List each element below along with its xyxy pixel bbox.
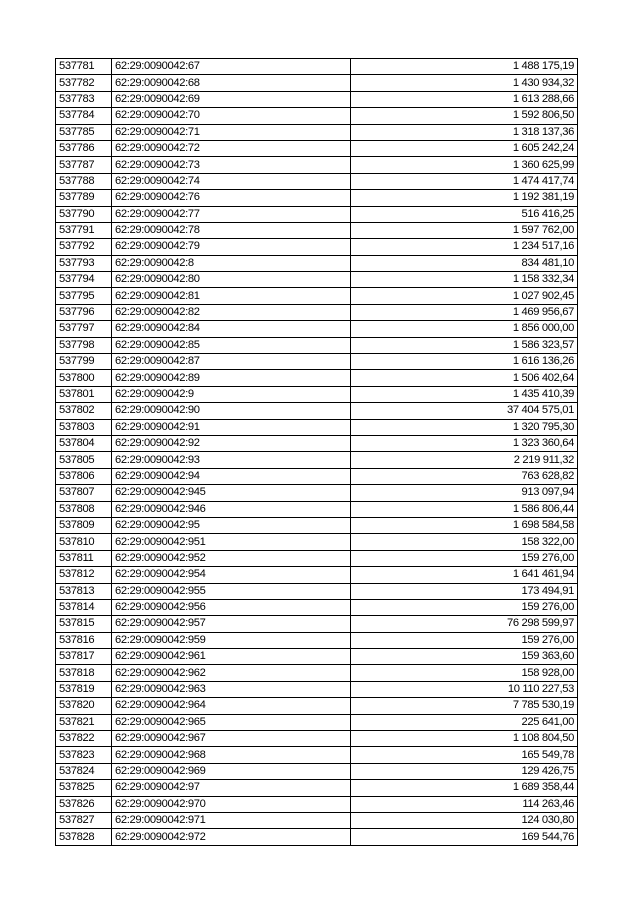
cadastral-number-cell: 62:29:0090042:965 xyxy=(112,714,351,730)
cadastral-number-cell: 62:29:0090042:97 xyxy=(112,780,351,796)
table-row xyxy=(56,599,578,615)
row-number-cell: 537799 xyxy=(56,354,112,370)
cadastral-number-cell: 62:29:0090042:80 xyxy=(112,272,351,288)
cadastral-value-cell: 1 698 584,58 xyxy=(351,517,578,533)
cadastral-value-cell: 1 234 517,16 xyxy=(351,239,578,255)
cadastral-value-table xyxy=(55,58,578,846)
cadastral-number-cell: 62:29:0090042:87 xyxy=(112,354,351,370)
cadastral-number-cell: 62:29:0090042:972 xyxy=(112,829,351,845)
table-row xyxy=(56,190,578,206)
cadastral-number-cell: 62:29:0090042:9 xyxy=(112,386,351,402)
row-number-cell: 537781 xyxy=(56,59,112,75)
cadastral-value-cell: 1 597 762,00 xyxy=(351,222,578,238)
cadastral-value-cell: 516 416,25 xyxy=(351,206,578,222)
cadastral-number-cell: 62:29:0090042:957 xyxy=(112,616,351,632)
table-row xyxy=(56,157,578,173)
table-row xyxy=(56,567,578,583)
table-row xyxy=(56,272,578,288)
cadastral-value-cell: 76 298 599,97 xyxy=(351,616,578,632)
table-row xyxy=(56,485,578,501)
table-row xyxy=(56,632,578,648)
cadastral-value-cell: 1 192 381,19 xyxy=(351,190,578,206)
row-number-cell: 537795 xyxy=(56,288,112,304)
row-number-cell: 537812 xyxy=(56,567,112,583)
cadastral-value-cell: 1 360 625,99 xyxy=(351,157,578,173)
row-number-cell: 537804 xyxy=(56,435,112,451)
table-row xyxy=(56,370,578,386)
row-number-cell: 537807 xyxy=(56,485,112,501)
cadastral-value-cell: 1 323 360,64 xyxy=(351,435,578,451)
cadastral-number-cell: 62:29:0090042:74 xyxy=(112,173,351,189)
cadastral-value-cell: 1 158 332,34 xyxy=(351,272,578,288)
row-number-cell: 537808 xyxy=(56,501,112,517)
table-row xyxy=(56,140,578,156)
cadastral-number-cell: 62:29:0090042:961 xyxy=(112,649,351,665)
table-row xyxy=(56,534,578,550)
cadastral-number-cell: 62:29:0090042:963 xyxy=(112,681,351,697)
cadastral-value-cell: 1 108 804,50 xyxy=(351,731,578,747)
cadastral-value-cell: 37 404 575,01 xyxy=(351,403,578,419)
cadastral-value-cell: 1 435 410,39 xyxy=(351,386,578,402)
cadastral-number-cell: 62:29:0090042:70 xyxy=(112,108,351,124)
cadastral-number-cell: 62:29:0090042:82 xyxy=(112,304,351,320)
cadastral-number-cell: 62:29:0090042:81 xyxy=(112,288,351,304)
row-number-cell: 537824 xyxy=(56,763,112,779)
table-row xyxy=(56,452,578,468)
table-row xyxy=(56,747,578,763)
table-row xyxy=(56,714,578,730)
cadastral-value-cell: 173 494,91 xyxy=(351,583,578,599)
row-number-cell: 537818 xyxy=(56,665,112,681)
table-row xyxy=(56,616,578,632)
cadastral-value-cell: 1 430 934,32 xyxy=(351,75,578,91)
table-row xyxy=(56,681,578,697)
cadastral-value-cell: 1 641 461,94 xyxy=(351,567,578,583)
row-number-cell: 537806 xyxy=(56,468,112,484)
cadastral-value-cell: 159 276,00 xyxy=(351,599,578,615)
cadastral-number-cell: 62:29:0090042:946 xyxy=(112,501,351,517)
table-row xyxy=(56,173,578,189)
table-row xyxy=(56,222,578,238)
cadastral-value-cell: 1 027 902,45 xyxy=(351,288,578,304)
row-number-cell: 537784 xyxy=(56,108,112,124)
table-row xyxy=(56,403,578,419)
table-row xyxy=(56,763,578,779)
table-row xyxy=(56,435,578,451)
row-number-cell: 537791 xyxy=(56,222,112,238)
row-number-cell: 537802 xyxy=(56,403,112,419)
table-row xyxy=(56,288,578,304)
row-number-cell: 537828 xyxy=(56,829,112,845)
row-number-cell: 537797 xyxy=(56,321,112,337)
table-row xyxy=(56,419,578,435)
cadastral-value-cell: 763 628,82 xyxy=(351,468,578,484)
table-row xyxy=(56,321,578,337)
cadastral-number-cell: 62:29:0090042:964 xyxy=(112,698,351,714)
table-row xyxy=(56,108,578,124)
table-row xyxy=(56,501,578,517)
row-number-cell: 537821 xyxy=(56,714,112,730)
cadastral-value-cell: 159 276,00 xyxy=(351,550,578,566)
row-number-cell: 537796 xyxy=(56,304,112,320)
table-body xyxy=(56,59,578,846)
cadastral-number-cell: 62:29:0090042:68 xyxy=(112,75,351,91)
cadastral-number-cell: 62:29:0090042:955 xyxy=(112,583,351,599)
cadastral-value-cell: 1 506 402,64 xyxy=(351,370,578,386)
cadastral-number-cell: 62:29:0090042:71 xyxy=(112,124,351,140)
cadastral-number-cell: 62:29:0090042:76 xyxy=(112,190,351,206)
cadastral-number-cell: 62:29:0090042:89 xyxy=(112,370,351,386)
table-row xyxy=(56,206,578,222)
row-number-cell: 537814 xyxy=(56,599,112,615)
table-row xyxy=(56,649,578,665)
row-number-cell: 537785 xyxy=(56,124,112,140)
table-row xyxy=(56,386,578,402)
cadastral-number-cell: 62:29:0090042:93 xyxy=(112,452,351,468)
row-number-cell: 537783 xyxy=(56,91,112,107)
row-number-cell: 537820 xyxy=(56,698,112,714)
row-number-cell: 537813 xyxy=(56,583,112,599)
row-number-cell: 537786 xyxy=(56,140,112,156)
row-number-cell: 537815 xyxy=(56,616,112,632)
table-row xyxy=(56,731,578,747)
cadastral-number-cell: 62:29:0090042:79 xyxy=(112,239,351,255)
cadastral-number-cell: 62:29:0090042:959 xyxy=(112,632,351,648)
cadastral-value-cell: 1 856 000,00 xyxy=(351,321,578,337)
cadastral-number-cell: 62:29:0090042:968 xyxy=(112,747,351,763)
table-row xyxy=(56,255,578,271)
table-row xyxy=(56,796,578,812)
cadastral-value-cell: 1 469 956,67 xyxy=(351,304,578,320)
cadastral-value-cell: 1 613 288,66 xyxy=(351,91,578,107)
table-row xyxy=(56,665,578,681)
cadastral-number-cell: 62:29:0090042:956 xyxy=(112,599,351,615)
table-row xyxy=(56,59,578,75)
table-row xyxy=(56,354,578,370)
table-row xyxy=(56,91,578,107)
cadastral-value-cell: 159 276,00 xyxy=(351,632,578,648)
cadastral-value-cell: 1 586 323,57 xyxy=(351,337,578,353)
cadastral-number-cell: 62:29:0090042:945 xyxy=(112,485,351,501)
row-number-cell: 537801 xyxy=(56,386,112,402)
cadastral-number-cell: 62:29:0090042:77 xyxy=(112,206,351,222)
cadastral-number-cell: 62:29:0090042:95 xyxy=(112,517,351,533)
row-number-cell: 537803 xyxy=(56,419,112,435)
cadastral-number-cell: 62:29:0090042:92 xyxy=(112,435,351,451)
cadastral-value-cell: 834 481,10 xyxy=(351,255,578,271)
table-row xyxy=(56,780,578,796)
cadastral-number-cell: 62:29:0090042:971 xyxy=(112,812,351,828)
cadastral-number-cell: 62:29:0090042:67 xyxy=(112,59,351,75)
table-row xyxy=(56,239,578,255)
cadastral-value-cell: 1 488 175,19 xyxy=(351,59,578,75)
row-number-cell: 537823 xyxy=(56,747,112,763)
cadastral-value-cell: 225 641,00 xyxy=(351,714,578,730)
cadastral-number-cell: 62:29:0090042:969 xyxy=(112,763,351,779)
table-row xyxy=(56,468,578,484)
row-number-cell: 537790 xyxy=(56,206,112,222)
cadastral-value-cell: 913 097,94 xyxy=(351,485,578,501)
row-number-cell: 537782 xyxy=(56,75,112,91)
table-row xyxy=(56,812,578,828)
cadastral-value-cell: 159 363,60 xyxy=(351,649,578,665)
cadastral-value-cell: 114 263,46 xyxy=(351,796,578,812)
cadastral-value-cell: 1 320 795,30 xyxy=(351,419,578,435)
row-number-cell: 537809 xyxy=(56,517,112,533)
cadastral-value-cell: 7 785 530,19 xyxy=(351,698,578,714)
cadastral-value-cell: 1 605 242,24 xyxy=(351,140,578,156)
row-number-cell: 537788 xyxy=(56,173,112,189)
row-number-cell: 537794 xyxy=(56,272,112,288)
table-row xyxy=(56,337,578,353)
cadastral-number-cell: 62:29:0090042:962 xyxy=(112,665,351,681)
row-number-cell: 537787 xyxy=(56,157,112,173)
cadastral-value-cell: 1 689 358,44 xyxy=(351,780,578,796)
table-row xyxy=(56,550,578,566)
cadastral-value-cell: 1 474 417,74 xyxy=(351,173,578,189)
cadastral-number-cell: 62:29:0090042:8 xyxy=(112,255,351,271)
cadastral-value-cell: 169 544,76 xyxy=(351,829,578,845)
cadastral-number-cell: 62:29:0090042:94 xyxy=(112,468,351,484)
row-number-cell: 537798 xyxy=(56,337,112,353)
cadastral-value-cell: 129 426,75 xyxy=(351,763,578,779)
row-number-cell: 537789 xyxy=(56,190,112,206)
table-row xyxy=(56,829,578,845)
cadastral-value-cell: 158 928,00 xyxy=(351,665,578,681)
cadastral-number-cell: 62:29:0090042:84 xyxy=(112,321,351,337)
document-page xyxy=(55,58,578,846)
row-number-cell: 537822 xyxy=(56,731,112,747)
row-number-cell: 537793 xyxy=(56,255,112,271)
row-number-cell: 537827 xyxy=(56,812,112,828)
cadastral-number-cell: 62:29:0090042:78 xyxy=(112,222,351,238)
row-number-cell: 537792 xyxy=(56,239,112,255)
cadastral-value-cell: 1 318 137,36 xyxy=(351,124,578,140)
row-number-cell: 537811 xyxy=(56,550,112,566)
cadastral-value-cell: 158 322,00 xyxy=(351,534,578,550)
row-number-cell: 537819 xyxy=(56,681,112,697)
cadastral-number-cell: 62:29:0090042:91 xyxy=(112,419,351,435)
cadastral-number-cell: 62:29:0090042:90 xyxy=(112,403,351,419)
cadastral-value-cell: 1 586 806,44 xyxy=(351,501,578,517)
cadastral-number-cell: 62:29:0090042:967 xyxy=(112,731,351,747)
row-number-cell: 537800 xyxy=(56,370,112,386)
cadastral-number-cell: 62:29:0090042:72 xyxy=(112,140,351,156)
row-number-cell: 537805 xyxy=(56,452,112,468)
row-number-cell: 537826 xyxy=(56,796,112,812)
cadastral-value-cell: 165 549,78 xyxy=(351,747,578,763)
cadastral-number-cell: 62:29:0090042:954 xyxy=(112,567,351,583)
table-row xyxy=(56,75,578,91)
row-number-cell: 537816 xyxy=(56,632,112,648)
cadastral-value-cell: 2 219 911,32 xyxy=(351,452,578,468)
cadastral-number-cell: 62:29:0090042:951 xyxy=(112,534,351,550)
row-number-cell: 537810 xyxy=(56,534,112,550)
table-row xyxy=(56,304,578,320)
cadastral-value-cell: 124 030,80 xyxy=(351,812,578,828)
cadastral-number-cell: 62:29:0090042:69 xyxy=(112,91,351,107)
cadastral-value-cell: 1 592 806,50 xyxy=(351,108,578,124)
table-row xyxy=(56,124,578,140)
table-row xyxy=(56,698,578,714)
cadastral-number-cell: 62:29:0090042:952 xyxy=(112,550,351,566)
cadastral-value-cell: 10 110 227,53 xyxy=(351,681,578,697)
cadastral-number-cell: 62:29:0090042:73 xyxy=(112,157,351,173)
cadastral-value-cell: 1 616 136,26 xyxy=(351,354,578,370)
cadastral-number-cell: 62:29:0090042:85 xyxy=(112,337,351,353)
cadastral-number-cell: 62:29:0090042:970 xyxy=(112,796,351,812)
table-row xyxy=(56,517,578,533)
row-number-cell: 537825 xyxy=(56,780,112,796)
table-row xyxy=(56,583,578,599)
row-number-cell: 537817 xyxy=(56,649,112,665)
